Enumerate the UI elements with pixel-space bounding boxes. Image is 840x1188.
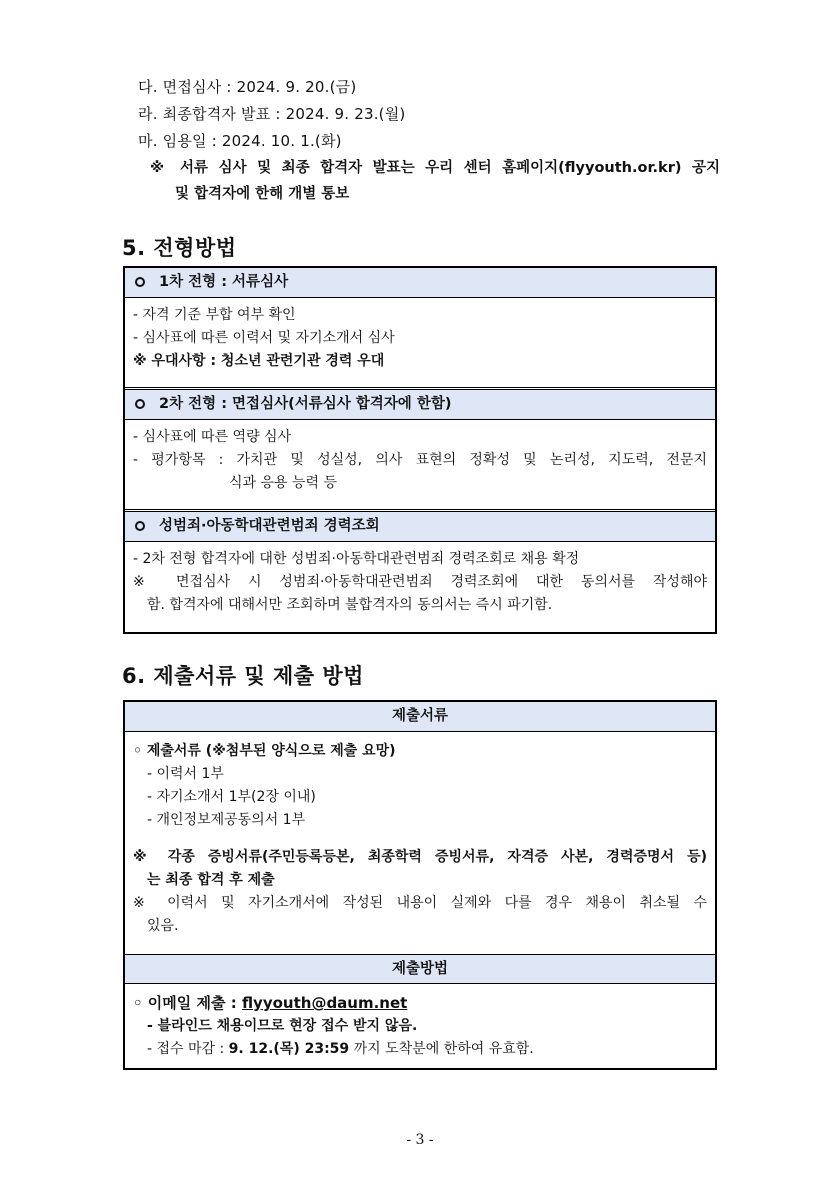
method-header: 제출방법 <box>125 954 715 984</box>
documents-header: 제출서류 <box>125 702 715 732</box>
documents-note1-line1: ※ 각종 증빙서류(주민등록등본, 최종학력 증빙서류, 자격증 사본, 경력증명서 등) <box>133 849 707 865</box>
section-6-title: 6. 제출서류 및 제출 방법 <box>122 664 364 688</box>
deadline-note: - 접수 마감 : 9. 12.(목) 23:59 까지 도착분에 한하여 유효함. <box>147 1041 534 1057</box>
document-item: - 이력서 1부 <box>147 766 224 782</box>
documents-note2-line1: ※ 이력서 및 자기소개서에 작성된 내용이 실제와 다를 경우 채용이 취소될 수 <box>133 895 707 911</box>
circle-bullet-icon <box>135 521 145 531</box>
schedule-appointment-date: 마. 임용일 : 2024. 10. 1.(화) <box>138 132 342 150</box>
stage2-line: - 평가항목 : 가치관 및 성실성, 의사 표현의 정확성 및 논리성, 지도력, 전문지 <box>133 452 707 468</box>
section-5-title: 5. 전형방법 <box>122 236 237 260</box>
stage3-line: ※ 면접심사 시 성범죄·아동학대관련범죄 경력조회에 대한 동의서를 작성해야 <box>133 574 707 590</box>
schedule-interview: 다. 면접심사 : 2024. 9. 20.(금) <box>138 78 357 96</box>
circle-bullet-icon <box>135 277 145 287</box>
schedule-final-announcement: 라. 최종합격자 발표 : 2024. 9. 23.(월) <box>138 105 406 123</box>
circle-bullet-icon <box>135 399 145 409</box>
stage3-body <box>125 542 715 623</box>
stage1-preference: ※ 우대사항 : 청소년 관련기관 경력 우대 <box>133 353 385 369</box>
email-link[interactable]: flyyouth@daum.net <box>241 994 408 1012</box>
stage3-line: - 2차 전형 합격자에 대한 성범죄·아동학대관련범죄 경력조회로 채용 확정 <box>133 551 580 567</box>
method-body <box>125 984 715 1067</box>
stage3-line: 함. 합격자에 대해서만 조회하며 불합격자의 동의서는 즉시 파기함. <box>147 597 553 613</box>
document-item: - 개인정보제공동의서 1부 <box>147 812 306 828</box>
stage2-line: 식과 응용 능력 등 <box>229 475 338 491</box>
stage2-body <box>125 420 715 512</box>
documents-lead: ◦ 제출서류 (※첨부된 양식으로 제출 요망) <box>133 743 396 759</box>
selection-process-box <box>123 266 717 634</box>
stage1-header: 1차 전형 : 서류심사 <box>125 268 715 298</box>
blind-hiring-note: - 블라인드 채용이므로 현장 접수 받지 않음. <box>147 1018 418 1034</box>
stage1-body <box>125 298 715 390</box>
documents-note1-line2: 는 최종 합격 후 제출 <box>147 872 275 888</box>
document-item: - 자기소개서 1부(2장 이내) <box>147 789 316 805</box>
announcement-notice-line2: 및 합격자에 한해 개별 통보 <box>175 186 350 202</box>
announcement-notice-line1: ※ 서류 심사 및 최종 합격자 발표는 우리 센터 홈페이지(flyyouth.or.kr) 공지 <box>150 160 720 176</box>
page-number: - 3 - <box>406 1132 434 1148</box>
submission-box <box>123 700 717 1070</box>
documents-body <box>125 732 715 954</box>
stage3-header: 성범죄·아동학대관련범죄 경력조회 <box>125 512 715 542</box>
stage2-header: 2차 전형 : 면접심사(서류심사 합격자에 한함) <box>125 390 715 420</box>
stage1-line: - 심사표에 따른 이력서 및 자기소개서 심사 <box>133 330 395 346</box>
stage2-line: - 심사표에 따른 역량 심사 <box>133 429 292 445</box>
stage1-line: - 자격 기준 부합 여부 확인 <box>133 307 296 323</box>
documents-note2-line2: 있음. <box>147 918 179 934</box>
email-submission: ◦ 이메일 제출 : flyyouth@daum.net <box>133 994 408 1012</box>
